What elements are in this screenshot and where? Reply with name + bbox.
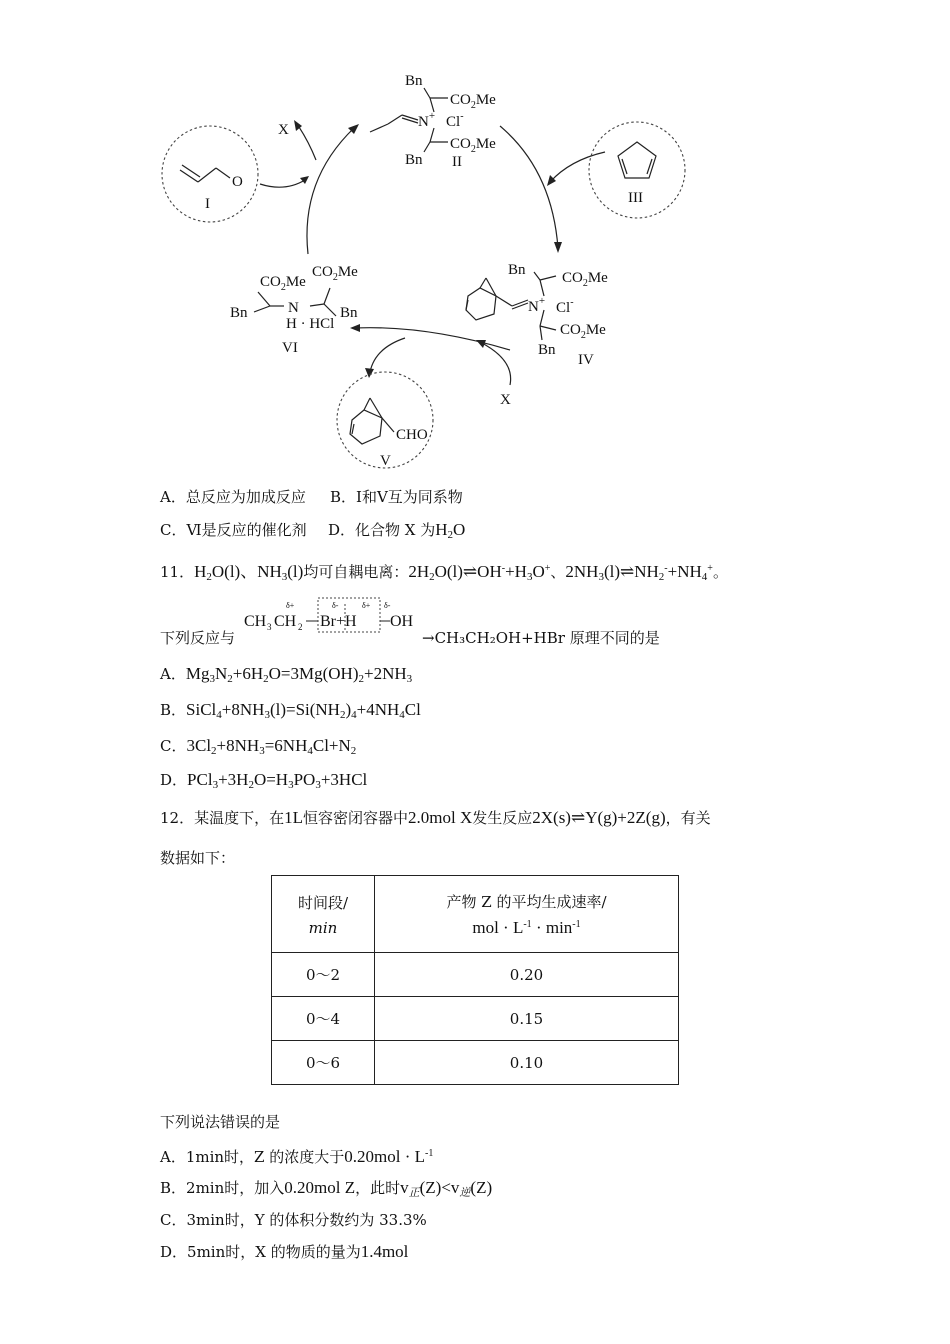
svg-text:δ+: δ+ <box>362 601 371 610</box>
svg-text:Cl-: Cl- <box>556 297 574 316</box>
q12-option-c: C．3min时，Y 的体积分数约为 33.3% <box>160 1211 427 1229</box>
q12-option-b: B．2min时，加入0.20mol Z，此时$v_正(Z)<v_逆(Z)$ <box>160 1178 493 1199</box>
svg-text:OH: OH <box>390 613 414 630</box>
svg-text:Bn: Bn <box>508 262 526 278</box>
cycle-arc-bottom <box>355 328 510 350</box>
iii-entry-arrow <box>550 152 605 182</box>
svg-text:Bn: Bn <box>340 305 358 321</box>
svg-text:Bn: Bn <box>538 342 556 358</box>
svg-text:Cl-: Cl- <box>446 111 464 130</box>
arrowhead <box>476 340 486 348</box>
table-cell-time: 0～6 <box>272 1041 375 1085</box>
q11-lead: 下列反应与 <box>160 629 236 647</box>
svg-text:CO2Me: $CO_2Me$ <box>450 136 496 155</box>
svg-text:δ+: δ+ <box>286 601 295 610</box>
table-cell-time: 0～2 <box>272 953 375 997</box>
svg-text:Bn: Bn <box>405 152 423 168</box>
cycle-arc-top-right <box>500 126 558 248</box>
x-exit-arrow <box>297 124 316 160</box>
cho-group: CHO <box>396 427 428 443</box>
x-label-top: X <box>278 122 289 138</box>
label-iv: IV <box>578 352 594 368</box>
q11-stem: 11．$H_2O(l)$、$NH_3(l)$均可自耦电离：$2H_2O(l)\rightleftharpoons OH^-+H_3O^+$、$2NH_3(l)\rightleftharpoons NH_2^-+NH_4^+$。 <box>160 562 728 583</box>
svg-text:N+: N+ <box>418 110 436 130</box>
q10-option-d: D．化合物 X 为$H_2O$ <box>328 520 466 541</box>
svg-text:H · HCl: H · HCl <box>286 316 335 332</box>
q10-option-b: B．Ⅰ和Ⅴ互为同系物 <box>330 488 463 506</box>
svg-text:Br+H: Br+H <box>320 613 357 630</box>
table-row <box>272 1041 679 1085</box>
label-iii: III <box>628 190 643 206</box>
table-cell-rate: 0.15 <box>375 997 679 1041</box>
table-cell-time: 0～4 <box>272 997 375 1041</box>
i-entry-arrow <box>260 180 305 187</box>
arrowhead <box>554 242 562 253</box>
table-header-time: 时间段/ min <box>272 876 375 953</box>
svg-text:CO2Me: $CO_2Me$ <box>260 274 306 293</box>
arrowhead <box>350 324 360 332</box>
svg-text:N+: N+ <box>528 295 546 315</box>
q11-option-a: A．$Mg_3N_2+6H_2O=3Mg(OH)_2+2NH_3$ <box>160 664 413 685</box>
table-cell-rate: 0.20 <box>375 953 679 997</box>
x-label-bottom: X <box>500 392 511 408</box>
bn-label: Bn <box>405 73 423 89</box>
table-header-rate: 产物 Z 的平均生成速率/ mol · $L^{-1} \cdot \min^{-1}$ <box>375 876 679 953</box>
arrowhead <box>300 176 309 184</box>
svg-text:CH: CH <box>244 613 267 630</box>
label-ii: II <box>452 154 462 170</box>
q12-option-a: A．1min时，Z 的浓度大于$0.20mol \cdot L^{-1}$ <box>160 1147 434 1166</box>
q12-question: 下列说法错误的是 <box>160 1113 281 1131</box>
cycle-arc-left <box>307 128 354 254</box>
table-cell-rate: 0.10 <box>375 1041 679 1085</box>
q11-option-b: B．$SiCl_4+8NH_3(l)=Si(NH_2)_4+4NH_4Cl$ <box>160 700 421 721</box>
svg-text:CO2Me: $CO_2Me$ <box>562 270 608 289</box>
carbonyl-o: O <box>232 174 243 190</box>
table-row <box>272 997 679 1041</box>
label-vi: VI <box>282 340 298 356</box>
svg-text:CO2Me: $CO_2Me$ <box>560 322 606 341</box>
q11-option-d: D．$PCl_3+3H_2O=H_3PO_3+3HCl$ <box>160 770 368 791</box>
label-i: I <box>205 196 210 212</box>
q11-tail: →CH₃CH₂OH+HBr 原理不同的是 <box>422 629 660 647</box>
arrowhead <box>365 368 374 378</box>
q12-stem: 12．某温度下，在1L恒容密闭容器中2.0mol X发生反应2X(s)⇌Y(g)+2Z(g)，有关 <box>160 808 711 827</box>
svg-text:N: N <box>288 300 299 316</box>
svg-text:3: 3 <box>267 622 272 632</box>
svg-text:CH: CH <box>274 613 297 630</box>
v-exit-arrow <box>370 338 405 372</box>
n-plus: N <box>418 114 429 130</box>
svg-text:2: 2 <box>298 622 303 632</box>
svg-text:Bn: Bn <box>230 305 248 321</box>
catalytic-cycle-scheme <box>150 60 710 480</box>
table-row <box>272 953 679 997</box>
compound-i-circle <box>162 126 258 222</box>
q11-option-c: C．$3Cl_2+8NH_3=6NH_4Cl+N_2$ <box>160 736 357 757</box>
q12-option-d: D．5min时，X 的物质的量为1.4mol <box>160 1242 409 1261</box>
svg-text:CO2Me: $CO_2Me$ <box>312 264 358 283</box>
svg-text:CO2Me: $CO_2Me$ <box>450 92 496 111</box>
svg-text:δ-: δ- <box>384 601 391 610</box>
q11-ethyl-bromide-hydrolysis-figure <box>240 596 440 636</box>
q12-stem-line2: 数据如下： <box>160 849 236 867</box>
label-v: V <box>380 453 391 469</box>
q10-option-c: C．Ⅵ是反应的催化剂 <box>160 521 307 539</box>
q10-option-a: A．总反应为加成反应 <box>160 488 306 506</box>
svg-text:δ-: δ- <box>332 601 339 610</box>
rate-data-table <box>271 875 679 1085</box>
